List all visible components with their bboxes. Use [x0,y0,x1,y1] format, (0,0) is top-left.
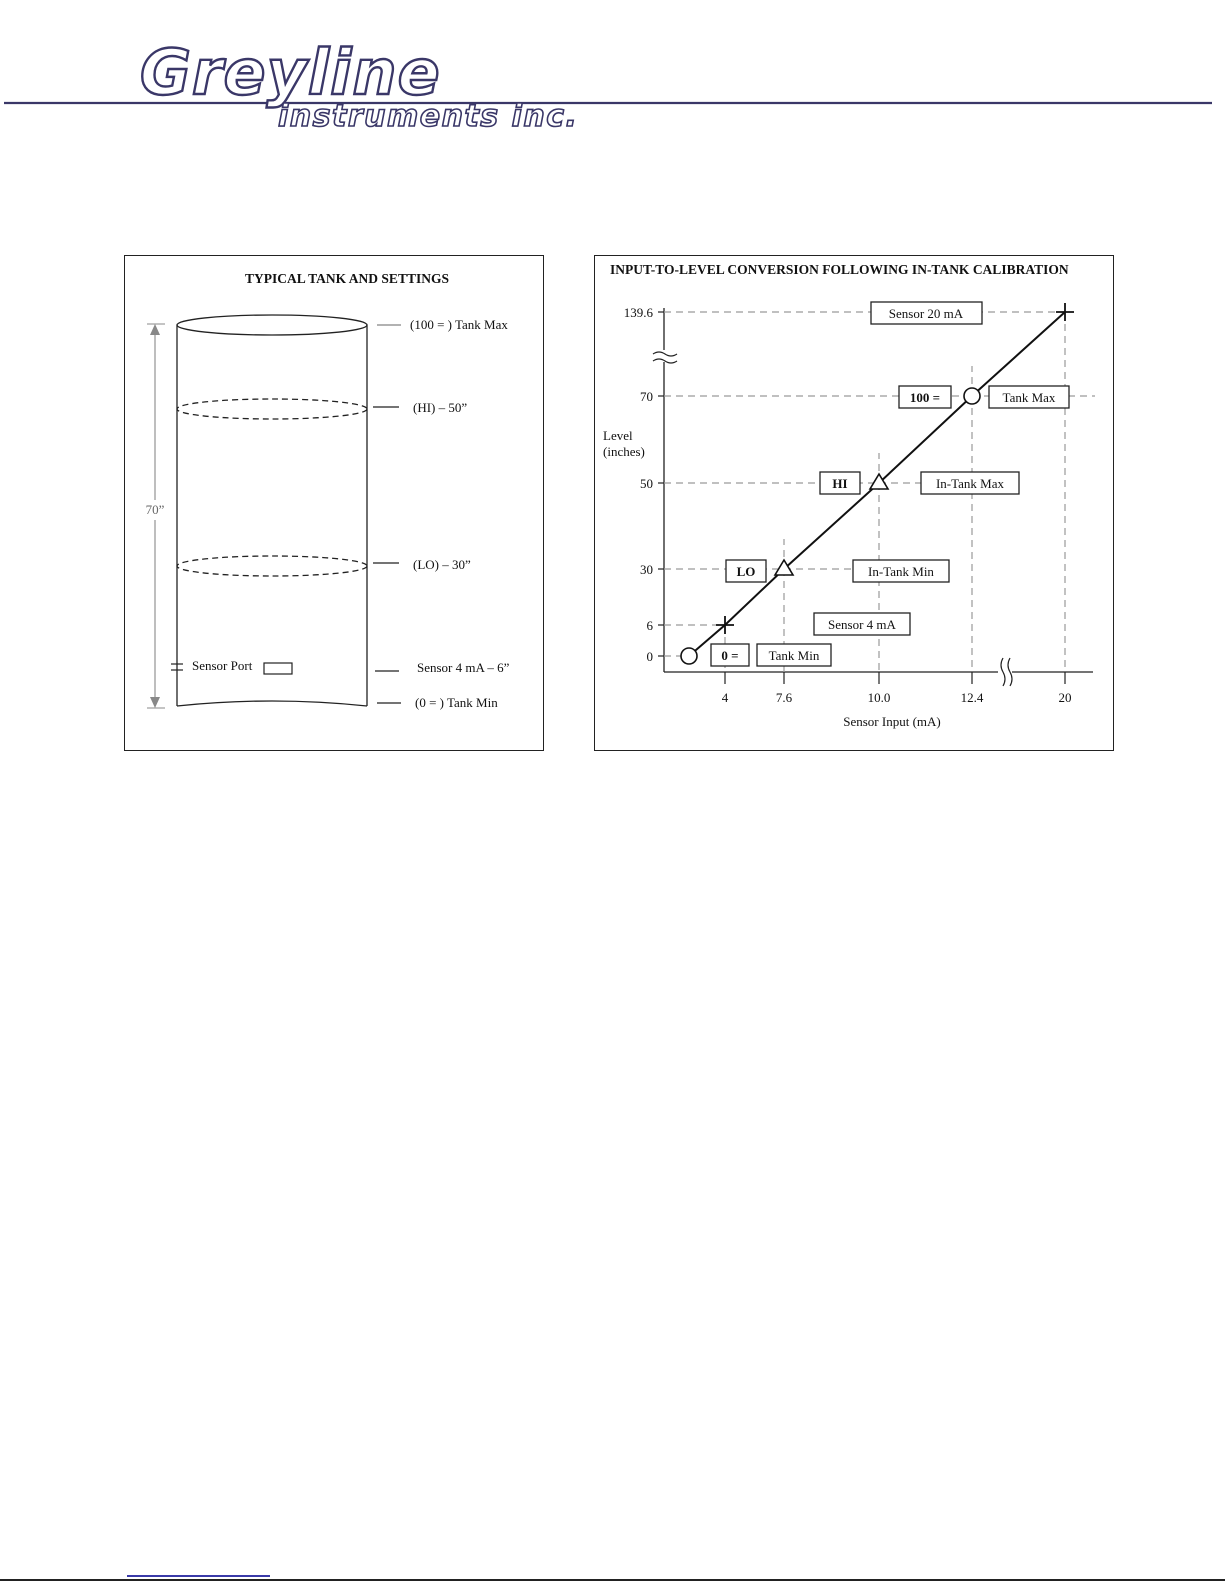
zero-annotation: 0 = [721,648,739,663]
x-tick-label: 20 [1058,690,1072,705]
hi-annotation: HI [832,476,848,491]
hundred-annotation: 100 = [909,390,941,405]
logo-wordmark: Greyline [140,36,441,109]
tank-bottom [177,701,367,706]
x-tick-label: 12.4 [960,690,984,705]
tank-height-label: 70” [145,502,165,517]
footer-rule [0,1579,1225,1581]
tank-max-annotation: Tank Max [1002,390,1056,405]
x-tick-label: 4 [721,690,729,705]
circle-marker [964,388,980,404]
y-tick-label: 70 [640,389,653,404]
tank-max-label: (100 = ) Tank Max [410,317,508,332]
hi-level-ring [177,399,367,419]
sensor-port-label: Sensor Port [192,658,253,673]
x-tick-label: 7.6 [775,690,793,705]
y-axis-break [653,350,677,363]
circle-marker [681,648,697,664]
tank-drawing [171,315,367,706]
conversion-chart [594,255,1114,751]
greyline-logo [0,0,1225,150]
y-tick-label: 139.6 [623,305,653,320]
y-tick-label: 30 [640,562,653,577]
x-axis-break [998,658,1012,686]
y-axis-label-line-1: Level [603,428,633,443]
tank-min-label: (0 = ) Tank Min [415,695,498,710]
lo-annotation: LO [736,564,756,579]
x-axis-label: Sensor Input (mA) [843,714,941,729]
sensor-level-label: Sensor 4 mA – 6” [417,660,510,675]
logo-subtitle: instruments inc. [278,99,579,134]
hi-level-label: (HI) – 50” [413,400,468,415]
lo-level-label: (LO) – 30” [413,557,471,572]
tank-figure-title: TYPICAL TANK AND SETTINGS [245,271,449,286]
tank-top [177,315,367,335]
sensor-20-annotation: Sensor 20 mA [888,306,964,321]
tank-min-annotation: Tank Min [768,648,820,663]
y-tick-label: 50 [640,476,653,491]
chart-ticks [624,305,1072,705]
sensor-4-annotation: Sensor 4 mA [828,617,896,632]
chart-title: INPUT-TO-LEVEL CONVERSION FOLLOWING IN-TANK CALIBRATION [610,262,1069,277]
y-axis-label-line-2: (inches) [603,444,645,459]
sensor-port-box [264,663,292,674]
in-tank-min-annotation: In-Tank Min [868,564,934,579]
footer-link-underline[interactable] [127,1575,270,1577]
y-tick-label: 0 [646,649,653,664]
x-tick-label: 10.0 [867,690,891,705]
lo-level-ring [177,556,367,576]
in-tank-max-annotation: In-Tank Max [935,476,1005,491]
y-tick-label: 6 [646,618,653,633]
tank-figure [124,255,544,751]
